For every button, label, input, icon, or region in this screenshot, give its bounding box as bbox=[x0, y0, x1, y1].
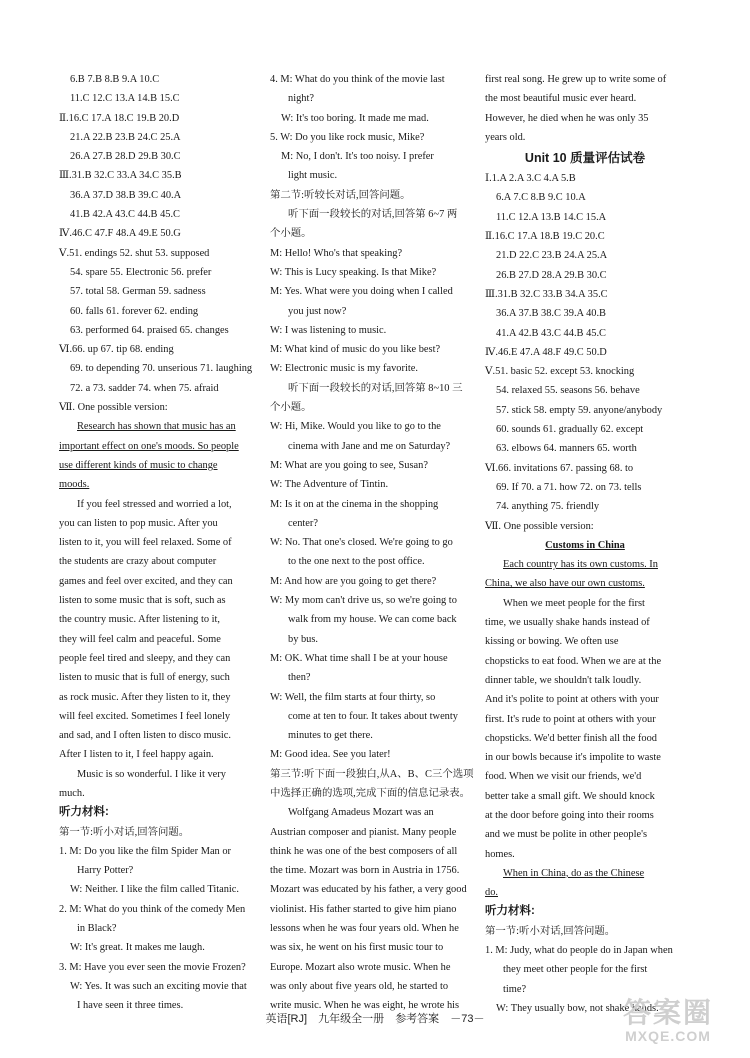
col3-line: time, we usually shake hands instead of bbox=[485, 617, 650, 629]
col1-line: 第一节:听小对话,回答问题。 bbox=[59, 826, 190, 838]
col1-line: Ⅲ.31.B 32.C 33.A 34.C 35.B bbox=[59, 170, 182, 182]
col1-line: the country music. After listening to it, bbox=[59, 614, 221, 626]
col2-line: M: And how are you going to get there? bbox=[270, 575, 437, 587]
col3-line: 63. elbows 64. manners 65. worth bbox=[496, 443, 637, 455]
col3-line: 41.A 42.B 43.C 44.B 45.C bbox=[496, 327, 606, 339]
col2-line: W: My mom can't drive us, so we're going to bbox=[270, 595, 457, 607]
col2-line: M: What kind of music do you like best? bbox=[270, 344, 441, 356]
col1-line: After I listen to it, I feel happy again. bbox=[59, 749, 214, 761]
col3-line: first real song. He grew up to write some of bbox=[485, 74, 667, 85]
col1-line: Ⅱ.16.C 17.A 18.C 19.B 20.D bbox=[59, 112, 180, 124]
col3-line: Ⅵ.66. invitations 67. passing 68. to bbox=[485, 462, 634, 474]
col2-line: 第二节:听较长对话,回答问题。 bbox=[270, 189, 411, 201]
col1-line: and sad, and I often listen to disco music. bbox=[59, 730, 231, 742]
col2-line: 第三节:听下面一段独白,从A、B、C三个选项 bbox=[270, 768, 474, 780]
col3-line: When we meet people for the first bbox=[503, 597, 645, 609]
col3-line: kissing or bowing. We often use bbox=[485, 636, 619, 648]
col1-line: Music is so wonderful. I like it very bbox=[77, 768, 226, 780]
col2-line: 听下面一段较长的对话,回答第 8~10 三 bbox=[288, 382, 463, 394]
col3-line: 26.B 27.D 28.A 29.B 30.C bbox=[496, 269, 607, 281]
col1-line: listen to some music that is soft, such as bbox=[59, 595, 226, 607]
col3-line: in our bowls because it's impolite to waste bbox=[485, 752, 661, 764]
col1-line: 69. to depending 70. unserious 71. laughing bbox=[70, 363, 253, 375]
col1-line: If you feel stressed and worried a lot, bbox=[77, 498, 232, 510]
col1-line: 63. performed 64. praised 65. changes bbox=[70, 324, 229, 336]
col1-line: Ⅶ. One possible version: bbox=[59, 402, 168, 414]
col3-line: Ⅶ. One possible version: bbox=[485, 520, 594, 532]
col3-line: Ⅰ.1.A 2.A 3.C 4.A 5.B bbox=[485, 173, 576, 185]
col1-line: 3. M: Have you ever seen the movie Frozen? bbox=[59, 961, 246, 973]
col1-line: use different kinds of music to change bbox=[59, 459, 218, 471]
col1-line: as rock music. After they listen to it, they bbox=[59, 691, 231, 703]
col2-line: Mozart was educated by his father, a very good bbox=[270, 884, 467, 896]
col3-line: chopsticks to eat food. When we are at the bbox=[485, 655, 662, 667]
col3-line: dinner table, we shouldn't talk loudly. bbox=[485, 674, 642, 686]
col2-line: then? bbox=[288, 672, 311, 684]
col2-line: write music. When he was eight, he wrote his bbox=[270, 1000, 460, 1012]
col1-line: 54. spare 55. Electronic 56. prefer bbox=[70, 266, 212, 278]
col2-line: lessons when he was four years old. When he bbox=[270, 923, 459, 935]
col3-line: chopsticks. We'd better finish all the food bbox=[485, 732, 657, 744]
col2-line: M: Good idea. See you later! bbox=[270, 749, 391, 761]
answer-column-left bbox=[59, 70, 255, 1016]
col1-line: W: Neither. I like the film called Titanic. bbox=[70, 884, 239, 896]
site-watermark bbox=[608, 998, 728, 1050]
col2-line: 个小题。 bbox=[270, 228, 312, 240]
col2-line: W: Well, the film starts at four thirty, so bbox=[270, 691, 436, 703]
col3-line: time? bbox=[503, 983, 527, 995]
col2-line: W: Hi, Mike. Would you like to go to the bbox=[270, 421, 441, 433]
col1-line: you can listen to pop music. After you bbox=[59, 517, 218, 529]
col1-line: 6.B 7.B 8.B 9.A 10.C bbox=[70, 74, 160, 85]
footer-section: 参考答案 bbox=[395, 1013, 440, 1025]
col1-line: moods. bbox=[59, 479, 90, 491]
col2-line: Europe. Mozart also wrote music. When he bbox=[270, 961, 451, 973]
col2-line: think he was one of the best composers of all bbox=[270, 845, 458, 857]
col2-line: was only about five years old, he started to bbox=[270, 980, 449, 992]
col2-line: cinema with Jane and me on Saturday? bbox=[288, 440, 451, 452]
col3-line: Ⅱ.16.C 17.A 18.B 19.C 20.C bbox=[485, 231, 605, 243]
col3-line: the most beautiful music ever heard. bbox=[485, 93, 637, 105]
col3-line: However, he died when he was only 35 bbox=[485, 112, 649, 124]
answer-column-middle bbox=[270, 70, 474, 1016]
col3-line: Each country has its own customs. In bbox=[503, 559, 658, 571]
col2-line: come at ten to four. It takes about twenty bbox=[288, 710, 458, 722]
col2-line: 听下面一段较长的对话,回答第 6~7 两 bbox=[288, 209, 458, 221]
col2-line: M: OK. What time shall I be at your house bbox=[270, 652, 448, 664]
col2-line: you just now? bbox=[288, 305, 347, 317]
col3-line: 听力材料: bbox=[485, 905, 535, 918]
col3-line: 60. sounds 61. gradually 62. except bbox=[496, 424, 644, 436]
col2-line: Austrian composer and pianist. Many people bbox=[270, 826, 457, 838]
col1-line: Research has shown that music has an bbox=[77, 421, 236, 433]
footer-grade: 九年级全一册 bbox=[318, 1013, 385, 1025]
col2-line: light music. bbox=[288, 170, 338, 182]
col3-line: first. It's rude to point at others with your bbox=[485, 713, 656, 725]
col3-line: Customs in China bbox=[545, 539, 625, 551]
col2-line: by bus. bbox=[288, 633, 319, 645]
col1-line: 1. M: Do you like the film Spider Man or bbox=[59, 845, 232, 857]
col3-line: 21.D 22.C 23.B 24.A 25.A bbox=[496, 250, 608, 262]
col2-line: 4. M: What do you think of the movie last bbox=[270, 74, 445, 85]
col1-line: 11.C 12.C 13.A 14.B 15.C bbox=[70, 93, 180, 105]
col3-line: And it's polite to point at others with your bbox=[485, 694, 659, 706]
answer-column-right bbox=[485, 70, 685, 1018]
col1-line: I have seen it three times. bbox=[77, 1000, 184, 1012]
col3-line: Unit 10 质量评估试卷 bbox=[524, 151, 646, 166]
watermark-url: MXQE.COM bbox=[625, 1028, 711, 1044]
col2-line: 5. W: Do you like rock music, Mike? bbox=[270, 131, 425, 143]
col3-line: food. When we visit our friends, we'd bbox=[485, 771, 642, 783]
col3-line: 第一节:听小对话,回答问题。 bbox=[485, 925, 616, 937]
col2-line: walk from my house. We can come back bbox=[288, 614, 457, 626]
col3-line: and we must be polite in other people's bbox=[485, 829, 648, 841]
col3-line: Ⅴ.51. basic 52. except 53. knocking bbox=[485, 366, 635, 378]
col1-line: 21.A 22.B 23.B 24.C 25.A bbox=[70, 131, 181, 143]
col3-line: 6.A 7.C 8.B 9.C 10.A bbox=[496, 192, 586, 204]
col3-line: 57. stick 58. empty 59. anyone/anybody bbox=[496, 404, 663, 416]
col3-line: 69. If 70. a 71. how 72. on 73. tells bbox=[496, 481, 642, 493]
col3-line: 54. relaxed 55. seasons 56. behave bbox=[496, 385, 640, 397]
col2-line: center? bbox=[288, 517, 318, 529]
watermark-logo-text: 答案圈 bbox=[622, 997, 713, 1028]
col3-line: do. bbox=[485, 887, 498, 899]
page-number: －73－ bbox=[450, 1013, 485, 1025]
col2-line: minutes to get there. bbox=[288, 730, 373, 742]
col1-line: people feel tired and sleepy, and they can bbox=[59, 652, 231, 664]
col2-line: M: What are you going to see, Susan? bbox=[270, 459, 428, 471]
col2-line: Wolfgang Amadeus Mozart was an bbox=[288, 807, 434, 819]
col1-line: 听力材料: bbox=[59, 806, 109, 819]
col3-line: Ⅳ.46.E 47.A 48.F 49.C 50.D bbox=[485, 346, 607, 358]
col1-line: games and feel over excited, and they can bbox=[59, 575, 233, 587]
col1-line: will feel excited. Sometimes I feel lonely bbox=[59, 710, 231, 722]
col2-line: W: No. That one's closed. We're going to go bbox=[270, 537, 453, 549]
col3-line: W: They usually bow, not shake hands. bbox=[496, 1002, 659, 1014]
col1-line: 26.A 27.B 28.D 29.B 30.C bbox=[70, 151, 181, 163]
col1-line: listen to it, you will feel relaxed. Some of bbox=[59, 537, 232, 549]
col1-line: important effect on one's moods. So people bbox=[59, 440, 239, 452]
col2-line: was six, he went on his first music tour to bbox=[270, 942, 444, 954]
col2-line: W: It's too boring. It made me mad. bbox=[281, 112, 429, 124]
col1-line: they will feel calm and peaceful. Some bbox=[59, 633, 221, 645]
col3-line: When in China, do as the Chinese bbox=[503, 867, 645, 879]
col1-line: 36.A 37.D 38.B 39.C 40.A bbox=[70, 189, 182, 201]
col3-line: 11.C 12.A 13.B 14.C 15.A bbox=[496, 211, 607, 223]
col3-line: homes. bbox=[485, 848, 515, 860]
footer-subject: 英语[RJ] bbox=[265, 1013, 308, 1025]
col2-line: the time. Mozart was born in Austria in 1756. bbox=[270, 865, 460, 877]
col1-line: W: It's great. It makes me laugh. bbox=[70, 942, 205, 954]
col2-line: W: I was listening to music. bbox=[270, 324, 387, 336]
col3-line: 74. anything 75. friendly bbox=[496, 501, 600, 513]
col2-line: 个小题。 bbox=[270, 402, 312, 414]
col1-line: W: Yes. It was such an exciting movie that bbox=[70, 980, 247, 992]
col2-line: violinist. His father started to give him piano bbox=[270, 903, 457, 915]
col3-line: 36.A 37.B 38.C 39.A 40.B bbox=[496, 308, 606, 320]
col1-line: much. bbox=[59, 787, 85, 799]
col2-line: M: No, I don't. It's too noisy. I prefer bbox=[281, 151, 434, 163]
col2-line: W: The Adventure of Tintin. bbox=[270, 479, 389, 491]
col1-line: 57. total 58. German 59. sadness bbox=[70, 286, 206, 298]
col1-line: Ⅴ.51. endings 52. shut 53. supposed bbox=[59, 247, 210, 259]
col3-line: Ⅲ.31.B 32.C 33.B 34.A 35.C bbox=[485, 288, 608, 300]
col3-line: years old. bbox=[485, 131, 526, 143]
col3-line: at the door before going into their rooms bbox=[485, 809, 654, 821]
col2-line: 中选择正确的选项,完成下面的信息记录表。 bbox=[270, 787, 471, 799]
col1-line: 72. a 73. sadder 74. when 75. afraid bbox=[70, 382, 219, 394]
col2-line: to the one next to the post office. bbox=[288, 556, 425, 568]
col1-line: 41.B 42.A 43.C 44.B 45.C bbox=[70, 209, 180, 221]
col3-line: they meet other people for the first bbox=[503, 964, 648, 976]
col3-line: 1. M: Judy, what do people do in Japan when bbox=[485, 945, 673, 957]
col1-line: the students are crazy about computer bbox=[59, 556, 217, 568]
col1-line: listen to music that is full of energy, such bbox=[59, 672, 230, 684]
col2-line: W: This is Lucy speaking. Is that Mike? bbox=[270, 266, 437, 278]
col1-line: Ⅵ.66. up 67. tip 68. ending bbox=[59, 344, 174, 356]
col1-line: in Black? bbox=[77, 923, 117, 935]
col3-line: better take a small gift. We should knock bbox=[485, 790, 655, 802]
col2-line: M: Hello! Who's that speaking? bbox=[270, 247, 403, 259]
col2-line: W: Electronic music is my favorite. bbox=[270, 363, 418, 375]
col1-line: Harry Potter? bbox=[77, 865, 134, 877]
col1-line: 2. M: What do you think of the comedy Men bbox=[59, 903, 246, 915]
col1-line: 60. falls 61. forever 62. ending bbox=[70, 305, 199, 317]
col2-line: M: Is it on at the cinema in the shopping bbox=[270, 498, 439, 510]
col2-line: M: Yes. What were you doing when I called bbox=[270, 286, 453, 298]
col2-line: night? bbox=[288, 93, 314, 105]
col3-line: China, we also have our own customs. bbox=[485, 578, 645, 590]
col1-line: Ⅳ.46.C 47.F 48.A 49.E 50.G bbox=[59, 228, 181, 240]
